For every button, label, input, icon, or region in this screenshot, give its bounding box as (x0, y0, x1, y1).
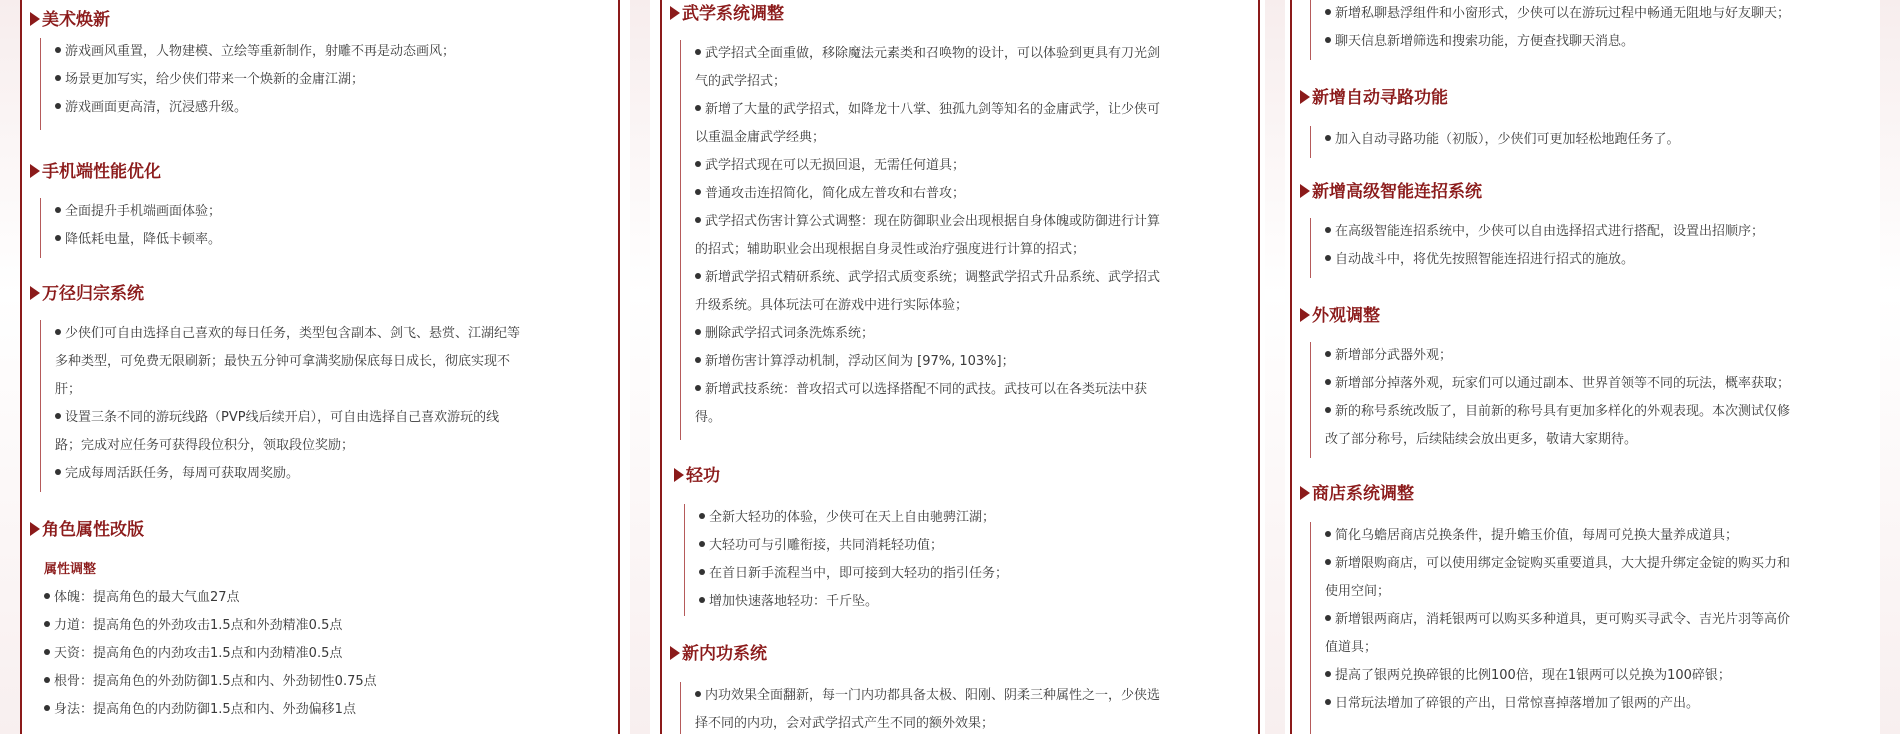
section-body-martial (680, 40, 1160, 440)
list-item: 在首日新手流程当中，即可接到大轻功的指引任务； (699, 560, 1008, 588)
triangle-icon (30, 164, 40, 178)
list-item: 新增限购商店，可以使用绑定金锭购买重要道具，大大提升绑定金锭的购买力和 (1325, 550, 1790, 578)
list-item: 提高了银两兑换碎银的比例100倍，现在1银两可以兑换为100碎银； (1325, 662, 1790, 690)
list-item: 普通攻击连招简化，简化成左普攻和右普攻； (695, 180, 1160, 208)
section-body-combo (1310, 218, 1764, 278)
list-item: 内功效果全面翻新，每一门内功都具备太极、阳刚、阴柔三种属性之一，少侠选 (695, 682, 1160, 710)
section-body-qinggong (684, 504, 1008, 616)
section-body-mobile (40, 198, 221, 258)
column-3 (1290, 0, 1870, 734)
list-item: 大轻功可与引雕衔接，共同消耗轻功值； (699, 532, 1008, 560)
list-item: 新增私聊悬浮组件和小窗形式，少侠可以在游玩过程中畅通无阻地与好友聊天； (1325, 0, 1790, 28)
triangle-icon (1300, 308, 1310, 322)
triangle-icon (30, 286, 40, 300)
triangle-icon (1300, 184, 1310, 198)
list-item: 加入自动寻路功能（初版），少侠们可更加轻松地跑任务了。 (1325, 126, 1680, 154)
section-title-neigong: 新内功系统 (670, 642, 767, 666)
section-title-qinggong: 轻功 (674, 464, 720, 488)
section-body-chat (1310, 0, 1790, 60)
list-item: 新增武学招式精研系统、武学招式质变系统；调整武学招式升品系统、武学招式 (695, 264, 1160, 292)
list-item: 力道：提高角色的外劲攻击1.5点和外劲精准0.5点 (44, 612, 377, 640)
list-item: 体魄：提高角色的最大气血27点 (44, 584, 377, 612)
list-item-cont: 气的武学招式； (695, 74, 787, 89)
triangle-icon (1300, 486, 1310, 500)
left-decoration (0, 0, 20, 734)
triangle-icon (30, 12, 40, 26)
list-item: 游戏画风重置，人物建模、立绘等重新制作，射雕不再是动态画风； (55, 38, 455, 66)
section-title-appearance: 外观调整 (1300, 304, 1380, 328)
list-item: 全新大轻功的体验，少侠可在天上自由驰骋江湖； (699, 504, 1008, 532)
list-item: 自动战斗中，将优先按照智能连招进行招式的施放。 (1325, 246, 1764, 274)
mid-decoration-2 (1265, 0, 1285, 734)
list-item: 删除武学招式词条洗炼系统； (695, 320, 1160, 348)
section-title-shop: 商店系统调整 (1300, 482, 1414, 506)
list-item: 游戏画面更高清，沉浸感升级。 (55, 94, 455, 122)
list-item: 新增银两商店，消耗银两可以购买多种道具，更可购买寻武令、吉光片羽等高价 (1325, 606, 1790, 634)
list-item: 场景更加写实，给少侠们带来一个焕新的金庸江湖； (55, 66, 455, 94)
list-item-cont: 择不同的内功，会对武学招式产生不同的额外效果； (695, 716, 995, 731)
list-item-cont: 以重温金庸武学经典； (695, 130, 826, 145)
triangle-icon (30, 522, 40, 536)
section-title-martial: 武学系统调整 (670, 2, 784, 26)
section-body-shop (1310, 522, 1790, 734)
list-item: 降低耗电量，降低卡顿率。 (55, 226, 221, 254)
list-item: 新增了大量的武学招式，如降龙十八掌、独孤九剑等知名的金庸武学，让少侠可 (695, 96, 1160, 124)
section-body-wanjing (40, 320, 520, 492)
list-item-cont: 肝； (55, 382, 82, 397)
list-item: 武学招式全面重做，移除魔法元素类和召唤物的设计，可以体验到更具有刀光剑 (695, 40, 1160, 68)
triangle-icon (670, 6, 680, 20)
list-item-cont: 的招式；辅助职业会出现根据自身灵性或治疗强度进行计算的招式； (695, 242, 1086, 257)
section-body-art (40, 38, 455, 130)
list-item: 新增部分武器外观； (1325, 342, 1790, 370)
list-item: 简化乌蟾居商店兑换条件，提升蟾玉价值，每周可兑换大量养成道具； (1325, 522, 1790, 550)
list-item: 新的称号系统改版了，目前新的称号具有更加多样化的外观表现。本次测试仅修 (1325, 398, 1790, 426)
list-item: 新增武技系统：普攻招式可以选择搭配不同的武技。武技可以在各类玩法中获 (695, 376, 1160, 404)
list-item-cont: 得。 (695, 410, 722, 425)
section-body-pathfinding (1310, 126, 1680, 158)
section-body-attributes (40, 556, 377, 734)
list-item: 设置三条不同的游玩线路（PVP线后续开启），可自由选择自己喜欢游玩的线 (55, 404, 520, 432)
list-item-cont: 升级系统。具体玩法可在游戏中进行实际体验； (695, 298, 969, 313)
section-body-neigong (680, 682, 1160, 734)
section-title-art: 美术焕新 (30, 8, 110, 32)
triangle-icon (1300, 90, 1310, 104)
subsection-title: 属性调整 (44, 562, 97, 577)
section-title-combo: 新增高级智能连招系统 (1300, 180, 1482, 204)
section-title-wanjing: 万径归宗系统 (30, 282, 144, 306)
mid-decoration-1 (630, 0, 650, 734)
right-decoration (1880, 0, 1900, 734)
list-item-cont: 路；完成对应任务可获得段位积分，领取段位奖励； (55, 438, 355, 453)
column-1 (20, 0, 620, 734)
list-item: 聊天信息新增筛选和搜索功能，方便查找聊天消息。 (1325, 28, 1790, 56)
list-item: 少侠们可自由选择自己喜欢的每日任务，类型包含副本、剑飞、悬赏、江湖纪等 (55, 320, 520, 348)
triangle-icon (674, 468, 684, 482)
list-item: 根骨：提高角色的外劲防御1.5点和内、外劲韧性0.75点 (44, 668, 377, 696)
list-item-cont: 多种类型，可免费无限刷新；最快五分钟可拿满奖励保底每日成长，彻底实现不 (55, 354, 511, 369)
section-body-appearance (1310, 342, 1790, 458)
list-item: 在高级智能连招系统中，少侠可以自由选择招式进行搭配，设置出招顺序； (1325, 218, 1764, 246)
list-item: 武学招式现在可以无损回退，无需任何道具； (695, 152, 1160, 180)
list-item: 增加快速落地轻功：千斤坠。 (699, 588, 1008, 616)
triangle-icon (670, 646, 680, 660)
list-item: 日常玩法增加了碎银的产出，日常惊喜掉落增加了银两的产出。 (1325, 690, 1790, 718)
list-item: 天资：提高角色的内劲攻击1.5点和内劲精准0.5点 (44, 640, 377, 668)
list-item: 新增伤害计算浮动机制，浮动区间为 [97%, 103%]； (695, 348, 1160, 376)
list-item: 身法：提高角色的内劲防御1.5点和内、外劲偏移1点 (44, 696, 377, 724)
list-item-cont: 使用空间； (1325, 584, 1391, 599)
list-item: 武学招式伤害计算公式调整：现在防御职业会出现根据自身体魄或防御进行计算 (695, 208, 1160, 236)
list-item: 新增部分掉落外观，玩家们可以通过副本、世界首领等不同的玩法，概率获取； (1325, 370, 1790, 398)
list-item-cont: 改了部分称号，后续陆续会放出更多，敬请大家期待。 (1325, 432, 1638, 447)
list-item: 完成每周活跃任务，每周可获取周奖励。 (55, 460, 520, 488)
section-title-pathfinding: 新增自动寻路功能 (1300, 86, 1448, 110)
list-item-cont: 值道具； (1325, 640, 1378, 655)
section-title-mobile: 手机端性能优化 (30, 160, 161, 184)
list-item: 全面提升手机端画面体验； (55, 198, 221, 226)
column-2 (660, 0, 1260, 734)
section-title-attributes: 角色属性改版 (30, 518, 144, 542)
